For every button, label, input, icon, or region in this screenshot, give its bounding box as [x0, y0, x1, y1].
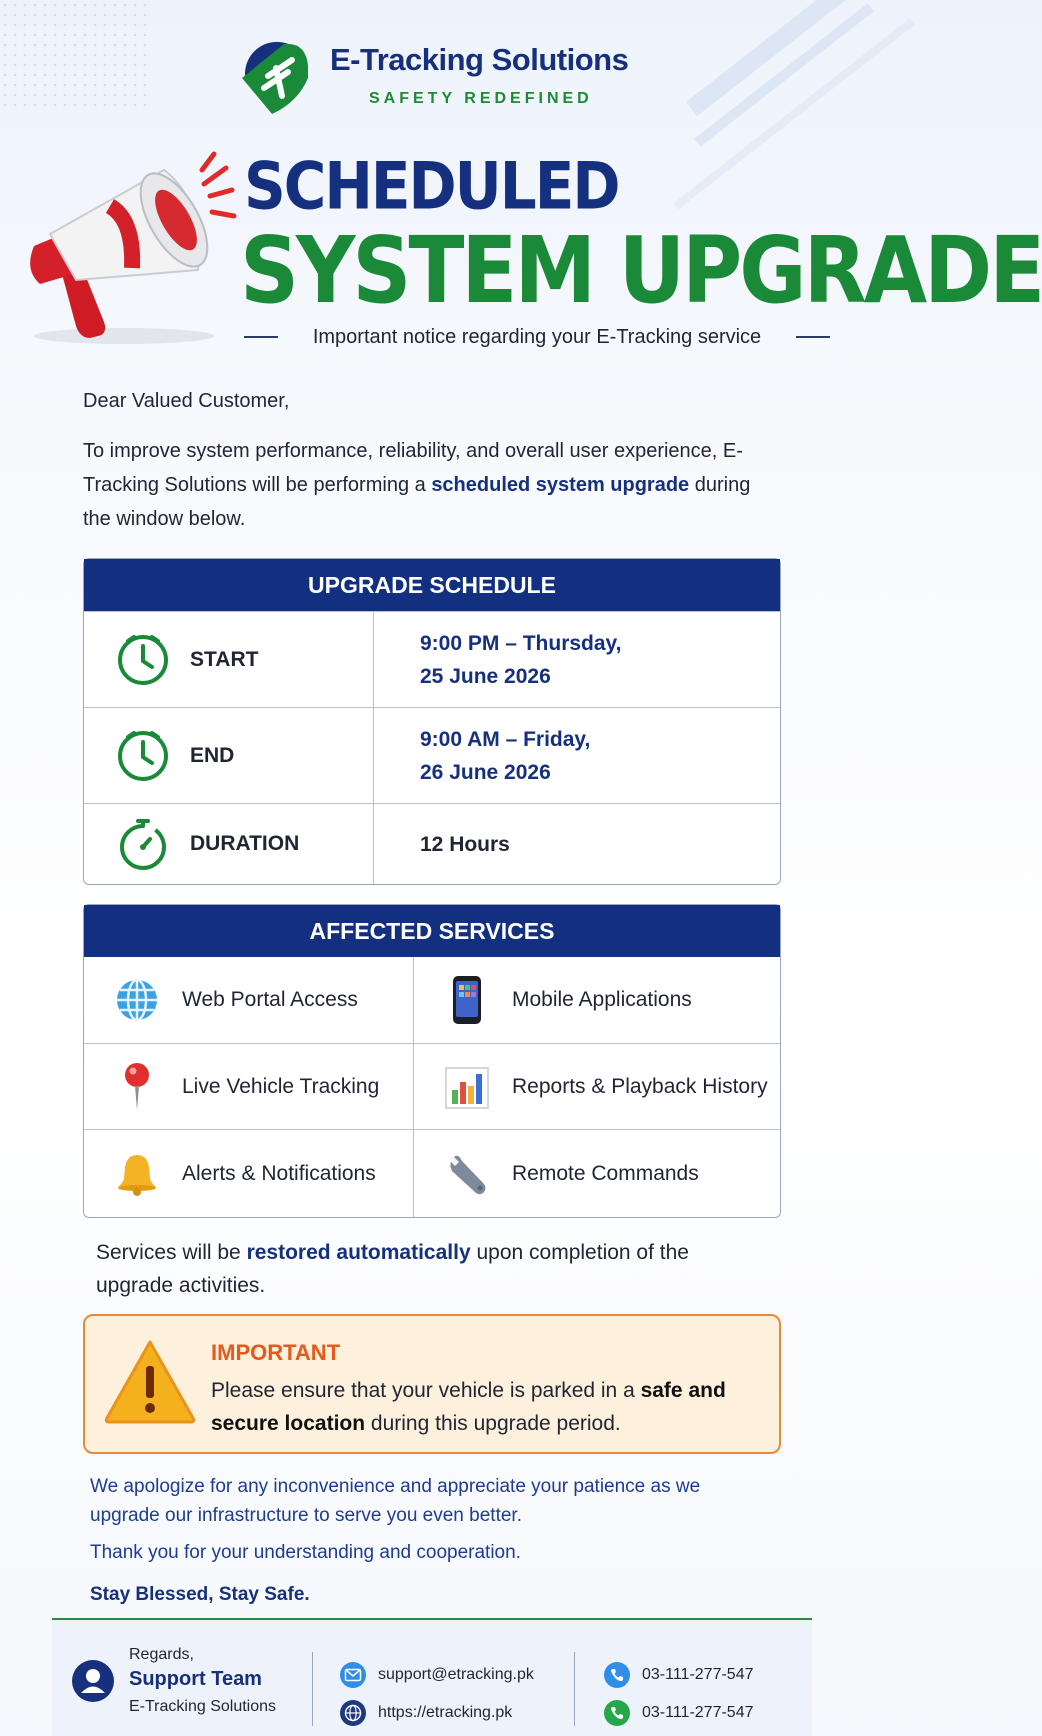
important-heading: IMPORTANT [211, 1340, 341, 1365]
important-text: Please ensure that your vehicle is parked in a [211, 1379, 641, 1402]
important-text-end: during this upgrade period. [365, 1412, 621, 1435]
footer-company: E-Tracking Solutions [129, 1698, 277, 1715]
schedule-row-start [84, 611, 780, 707]
decorative-dots [0, 0, 150, 110]
smartphone-icon [442, 975, 492, 1025]
schedule-time: 9:00 AM – Friday, [420, 727, 591, 751]
service-label: Web Portal Access [182, 988, 358, 1011]
services-row [84, 1129, 780, 1217]
clock-icon [114, 727, 172, 785]
website-link[interactable]: https://etracking.pk [378, 1704, 513, 1721]
footer-divider [312, 1652, 313, 1726]
intro-paragraph [83, 434, 783, 536]
globe-icon [340, 1700, 366, 1726]
service-item [84, 1130, 414, 1217]
decorative-streak [673, 18, 914, 209]
subtitle-text: Important notice regarding your E-Tracking service [312, 325, 762, 348]
greeting: Dear Valued Customer, [83, 390, 290, 412]
upgrade-schedule-table [83, 558, 781, 885]
footer-divider [574, 1652, 575, 1726]
footer-team: Support Team [129, 1668, 262, 1690]
restore-note [96, 1236, 736, 1302]
blessing-text: Stay Blessed, Stay Safe. [90, 1584, 310, 1605]
intro-highlight: scheduled system upgrade [431, 474, 690, 496]
service-label: Alerts & Notifications [182, 1161, 376, 1185]
brand-header [238, 30, 638, 120]
headline-line1: SCHEDULED [244, 148, 619, 225]
intro-text-end: during the window below. [83, 474, 751, 530]
important-highlight: safe and secure location [211, 1379, 726, 1435]
schedule-label: START [190, 647, 259, 671]
services-row [84, 957, 780, 1043]
service-item [84, 1044, 414, 1129]
brand-logo-icon [238, 32, 310, 116]
divider [244, 336, 278, 338]
schedule-value [374, 612, 780, 707]
schedule-duration: 12 Hours [420, 832, 510, 856]
phone-number[interactable]: 03-111-277-547 [642, 1666, 754, 1683]
schedule-label-cell [84, 612, 374, 707]
schedule-row-duration [84, 803, 780, 884]
service-label: Reports & Playback History [512, 1074, 768, 1098]
brand-name: E-Tracking Solutions [330, 42, 629, 77]
restore-text-end: upon completion of the upgrade activities. [96, 1241, 689, 1297]
restore-text: Services will be [96, 1241, 247, 1264]
schedule-title: UPGRADE SCHEDULE [84, 559, 780, 611]
footer-phone[interactable] [604, 1662, 754, 1688]
warning-icon [103, 1338, 197, 1424]
bar-chart-icon [442, 1062, 492, 1112]
schedule-label-cell [84, 708, 374, 803]
schedule-label: DURATION [190, 832, 300, 855]
restore-highlight: restored automatically [246, 1241, 471, 1264]
footer-email[interactable] [340, 1662, 534, 1688]
wrench-icon [442, 1149, 492, 1199]
email-link[interactable]: support@etracking.pk [378, 1666, 534, 1683]
whatsapp-number[interactable]: 03-111-277-547 [642, 1704, 754, 1721]
clock-icon [114, 631, 172, 689]
headline-subtitle [244, 322, 830, 352]
divider [796, 336, 830, 338]
intro-text: To improve system performance, reliability, and overall user experience, E-Tracking Solutions will be performing a [83, 440, 743, 496]
important-notice [83, 1314, 781, 1454]
service-label: Live Vehicle Tracking [182, 1074, 380, 1098]
footer [52, 1618, 812, 1736]
schedule-value [374, 708, 780, 803]
affected-services-table [83, 904, 781, 1218]
megaphone-icon [14, 150, 236, 350]
service-label: Remote Commands [512, 1161, 699, 1185]
schedule-date: 26 June 2026 [420, 760, 551, 784]
map-pin-icon [112, 1062, 162, 1112]
brand-tagline: SAFETY REDEFINED [369, 90, 593, 107]
email-icon [340, 1662, 366, 1688]
footer-whatsapp[interactable] [604, 1700, 754, 1726]
service-item [84, 957, 414, 1043]
schedule-row-end [84, 707, 780, 803]
service-item [414, 1044, 780, 1129]
globe-icon [112, 975, 162, 1025]
schedule-date: 25 June 2026 [420, 664, 551, 688]
apology-text: We apologize for any inconvenience and appreciate your patience as we upgrade our infrastructure to serve you even better. [90, 1476, 701, 1526]
service-item [414, 957, 780, 1043]
service-item [414, 1130, 780, 1217]
whatsapp-icon [604, 1700, 630, 1726]
bell-icon [112, 1149, 162, 1199]
thanks-text: Thank you for your understanding and cooperation. [90, 1542, 521, 1563]
schedule-label: END [190, 743, 235, 767]
services-title: AFFECTED SERVICES [84, 905, 780, 957]
phone-icon [604, 1662, 630, 1688]
footer-regards: Regards, [129, 1646, 194, 1663]
service-label: Mobile Applications [512, 988, 692, 1011]
schedule-time: 9:00 PM – Thursday, [420, 631, 622, 655]
important-message [211, 1374, 751, 1440]
stopwatch-icon [114, 815, 172, 873]
headline-line2: SYSTEM UPGRADE [240, 218, 1042, 325]
user-icon [72, 1660, 114, 1702]
services-row [84, 1043, 780, 1129]
schedule-value [374, 804, 780, 884]
schedule-label-cell [84, 804, 374, 884]
footer-website[interactable] [340, 1700, 512, 1726]
